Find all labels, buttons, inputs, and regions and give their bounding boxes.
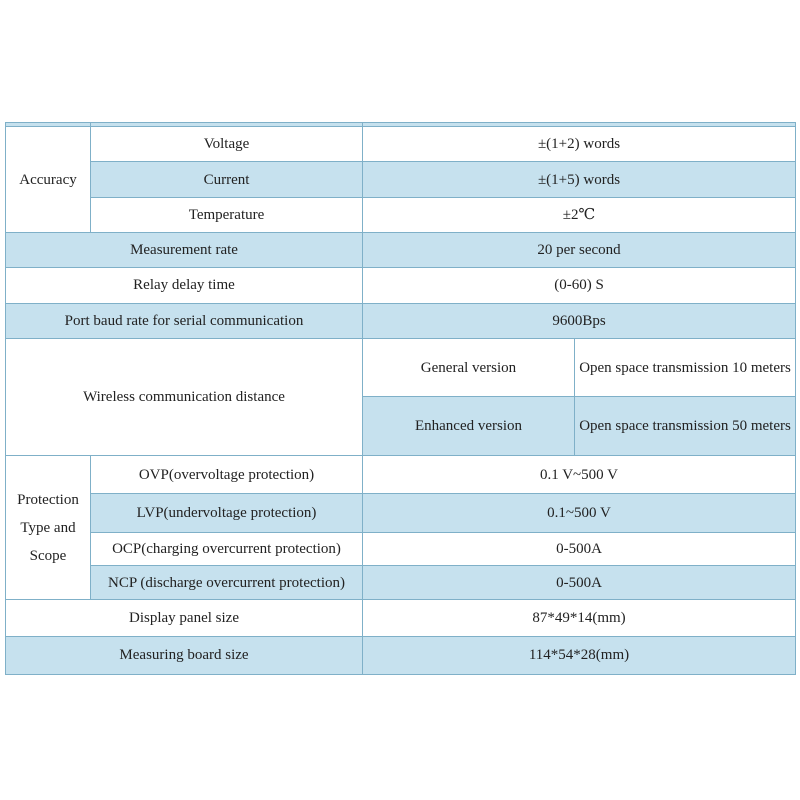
table-row [6,494,796,532]
lvp-label: LVP(undervoltage protection) [91,494,363,532]
ncp-value: 0-500A [363,565,796,599]
voltage-label: Voltage [91,127,363,162]
relay-delay-label: Relay delay time [6,268,363,303]
table-row [6,455,796,493]
table-row [6,303,796,338]
general-version-label: General version [363,338,575,397]
table-row [6,268,796,303]
accuracy-group-label: Accuracy [6,127,91,233]
table-row [6,197,796,232]
measurement-rate-label: Measurement rate [6,232,363,267]
table-row [6,565,796,599]
ocp-label: OCP(charging overcurrent protection) [91,532,363,565]
general-version-value: Open space transmission 10 meters [575,338,796,397]
enhanced-version-value: Open space transmission 50 meters [575,397,796,456]
table-row [6,636,796,674]
current-value: ±(1+5) words [363,162,796,197]
measuring-board-label: Measuring board size [6,636,363,674]
temperature-label: Temperature [91,197,363,232]
measurement-rate-value: 20 per second [363,232,796,267]
ovp-value: 0.1 V~500 V [363,455,796,493]
display-panel-value: 87*49*14(mm) [363,600,796,636]
current-label: Current [91,162,363,197]
table-row [6,232,796,267]
table-row [6,600,796,636]
ncp-label: NCP (discharge overcurrent protection) [91,565,363,599]
lvp-value: 0.1~500 V [363,494,796,532]
ovp-label: OVP(overvoltage protection) [91,455,363,493]
table-row [6,338,796,397]
table-row [6,162,796,197]
baud-rate-label: Port baud rate for serial communication [6,303,363,338]
ocp-value: 0-500A [363,532,796,565]
measuring-board-value: 114*54*28(mm) [363,636,796,674]
voltage-value: ±(1+2) words [363,127,796,162]
table-row [6,127,796,162]
spec-table [5,122,796,675]
display-panel-label: Display panel size [6,600,363,636]
protection-group-label: Protection Type and Scope [6,455,91,599]
table-row [6,532,796,565]
wireless-label: Wireless communication distance [6,338,363,455]
baud-rate-value: 9600Bps [363,303,796,338]
enhanced-version-label: Enhanced version [363,397,575,456]
relay-delay-value: (0-60) S [363,268,796,303]
temperature-value: ±2℃ [363,197,796,232]
